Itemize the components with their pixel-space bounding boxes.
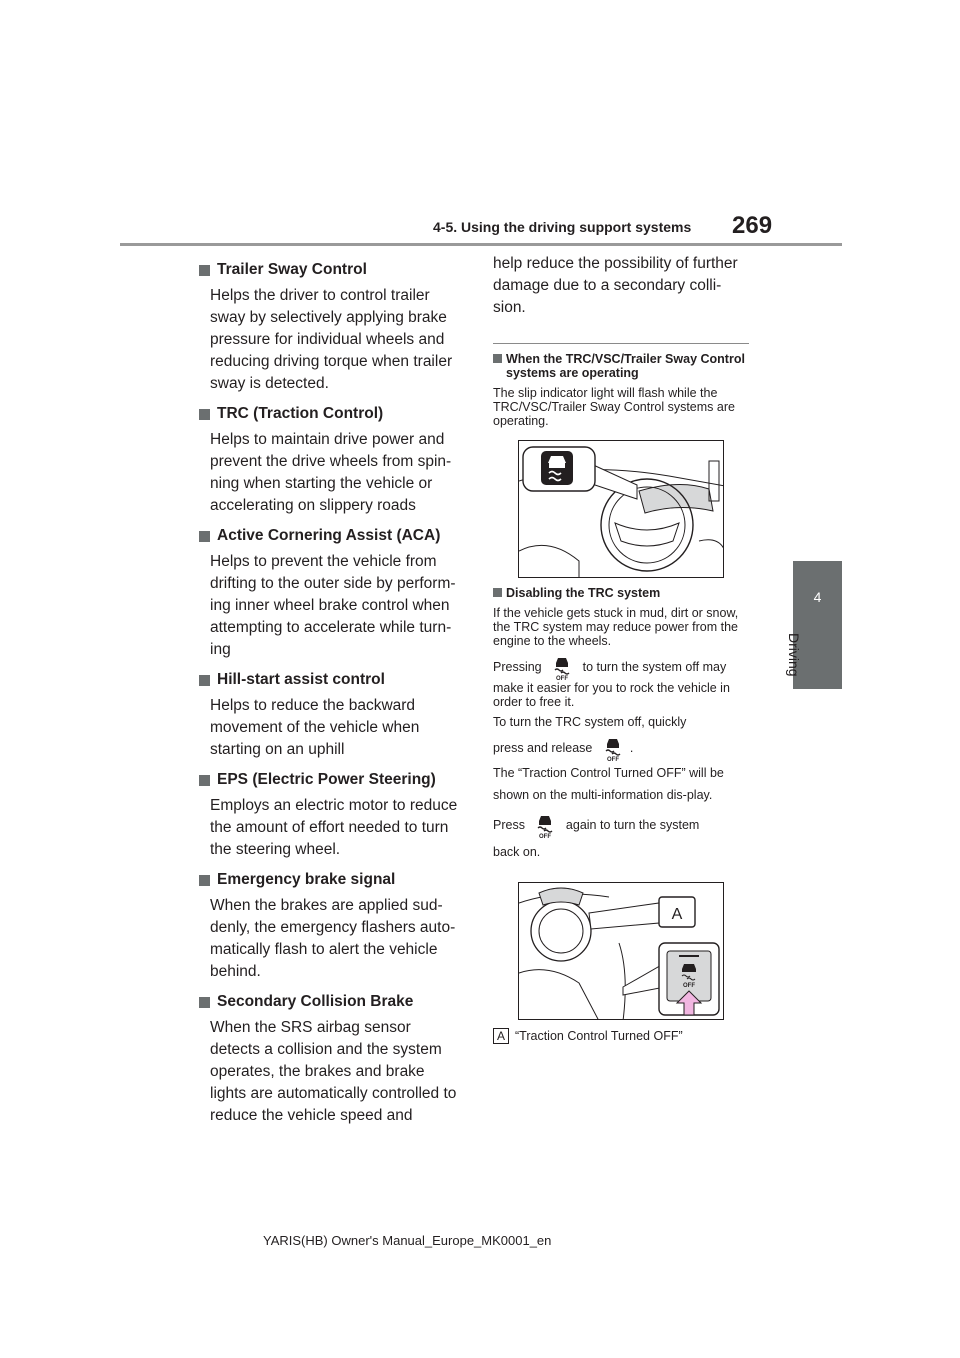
turn-off-line-2: [493, 735, 749, 762]
pressing-text-2: to turn the system off may: [582, 660, 727, 674]
caption-label-a: A: [493, 1028, 509, 1044]
back-on-line: back on.: [493, 845, 541, 859]
section-title: 4-5. Using the driving support systems: [433, 219, 692, 235]
section-body: Helps to reduce the backward movement of the vehicle when starting on an uphill: [210, 697, 420, 758]
press-text: Press: [493, 818, 525, 832]
header-rule: [120, 243, 842, 246]
section-heading: Hill-start assist control: [199, 669, 464, 691]
dashboard-drawing: [519, 441, 724, 578]
section-heading: Trailer Sway Control: [199, 259, 464, 281]
paragraph-stuck: If the vehicle gets stuck in mud, dirt or snow, the TRC system may reduce power from the engine to the wheels.: [493, 606, 739, 648]
pressing-text: Pressing: [493, 660, 542, 674]
continued-text: help reduce the possibility of further damage due to a secondary colli-sion.: [493, 255, 738, 316]
chapter-label: Driving: [786, 633, 802, 677]
trc-off-button-illustration: [518, 882, 724, 1020]
subheading-trc-operating: When the TRC/VSC/Trailer Sway Control systems are operating: [493, 352, 749, 380]
section-body: When the SRS airbag sensor detects a collision and the system operates, the brakes and brake lights are automatically controlled to reduce the vehicle speed and: [210, 1019, 457, 1124]
figure-label-a: A: [671, 906, 683, 923]
shown-message: The “Traction Control Turned OFF” will be shown on the multi-information dis-play.: [493, 766, 724, 802]
pressing-line: [493, 654, 749, 681]
trc-off-icon-label: OFF: [556, 675, 569, 681]
caption-text: “Traction Control Turned OFF”: [515, 1029, 683, 1043]
press-again-line: [493, 812, 749, 839]
figure-caption: [493, 1028, 749, 1044]
section-heading: Active Cornering Assist (ACA): [199, 525, 464, 547]
turn-off-line-1: To turn the TRC system off, quickly: [493, 715, 687, 729]
section-heading: EPS (Electric Power Steering): [199, 769, 464, 791]
pressing-continue: make it easier for you to rock the vehicle in order to free it.: [493, 681, 730, 709]
subheading-disabling-trc: Disabling the TRC system: [493, 586, 749, 600]
page-number: 269: [732, 212, 773, 239]
trc-off-icon-label: OFF: [539, 833, 552, 839]
divider: [493, 343, 749, 344]
trc-off-icon: [534, 813, 556, 839]
section-heading: TRC (Traction Control): [199, 403, 464, 425]
section-body: Helps to maintain drive power and prevent the drive wheels from spin-ning when starting the vehicle or accelerating on slippery roads: [210, 431, 452, 514]
trc-off-icon: [602, 736, 624, 762]
section-body: Helps to prevent the vehicle from drifting to the outer side by perform-ing inner wheel brake control when attempting to accelerate while turn-ing: [210, 553, 456, 658]
paragraph-slip-indicator: The slip indicator light will flash while the TRC/VSC/Trailer Sway Control systems are operating.: [493, 386, 735, 428]
press-release-text: press and release: [493, 741, 593, 755]
chapter-number: 4: [813, 589, 822, 605]
trc-off-icon-label: OFF: [606, 756, 619, 762]
period: .: [629, 741, 634, 755]
press-again-text: again to turn the system: [565, 818, 700, 832]
footer-manual-name: YARIS(HB) Owner's Manual_Europe_MK0001_en: [263, 1233, 552, 1248]
left-column: [210, 253, 464, 1135]
section-body: Helps the driver to control trailer sway by selectively applying brake pressure for individual wheels and reducing driving torque when trailer sway is detected.: [210, 287, 453, 392]
trc-off-icon: [551, 655, 573, 681]
section-heading: Emergency brake signal: [199, 869, 464, 891]
section-heading: Secondary Collision Brake: [199, 991, 464, 1013]
section-body: Employs an electric motor to reduce the amount of effort needed to turn the steering wheel.: [210, 797, 458, 858]
section-body: When the brakes are applied sud-denly, the emergency flashers auto-matically flash to alert the vehicle behind.: [210, 897, 456, 980]
right-column: [493, 253, 749, 1044]
switch-drawing: [519, 883, 724, 1020]
switch-off-label: OFF: [683, 983, 695, 989]
dashboard-slip-indicator-illustration: [518, 440, 724, 578]
